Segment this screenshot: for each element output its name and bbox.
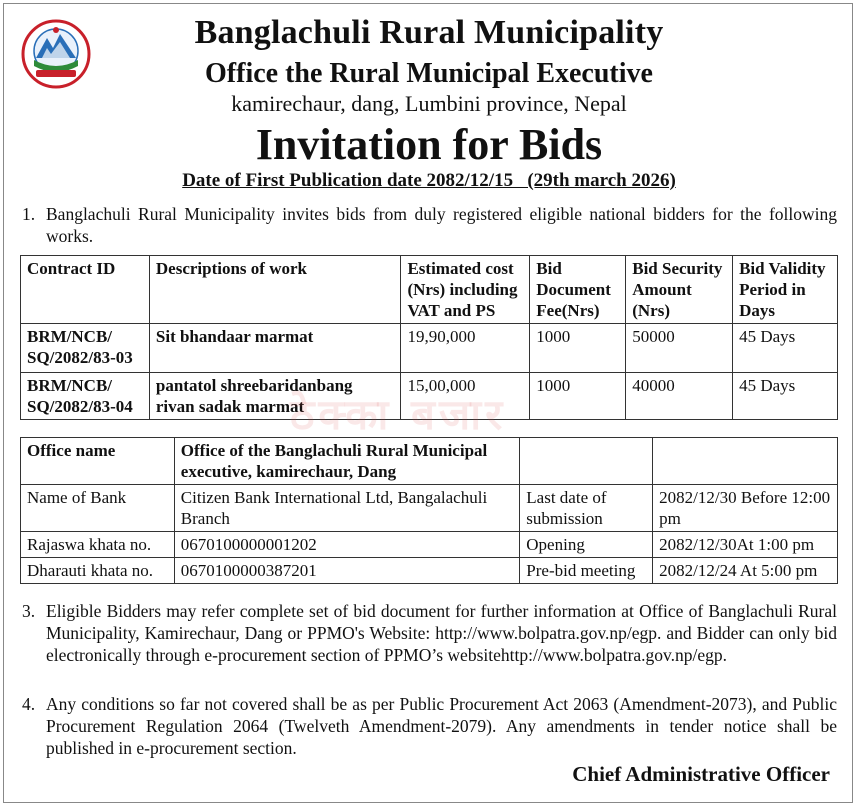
watermark-logo: ठेक्का बजार bbox=[290, 390, 507, 439]
estimated-cost-cell: 19,90,000 bbox=[401, 324, 530, 373]
value-cell: 2082/12/30 Before 12:00 pm bbox=[653, 485, 838, 532]
publication-date-text: Date of First Publication date 2082/12/15 (29th march 2026) bbox=[182, 170, 676, 191]
header-cell: Descriptions of work bbox=[149, 256, 401, 324]
value-cell: Office of the Banglachuli Rural Municipal executive, kamirechaur, Dang bbox=[174, 438, 520, 485]
work-description-cell: pantatol shreebaridanbang rivan sadak marmat bbox=[149, 373, 401, 420]
office-title: Office the Rural Municipal Executive bbox=[205, 58, 653, 89]
header-cell: Bid Document Fee(Nrs) bbox=[530, 256, 626, 324]
address-line: kamirechaur, dang, Lumbini province, Nepal bbox=[231, 91, 627, 116]
value-cell: 2082/12/30At 1:00 pm bbox=[653, 532, 838, 558]
validity-cell: 45 Days bbox=[733, 373, 838, 420]
header-cell: Estimated cost (Nrs) including VAT and PS bbox=[401, 256, 530, 324]
value-cell bbox=[653, 438, 838, 485]
estimated-cost-cell: 15,00,000 bbox=[401, 373, 530, 420]
value-cell: 0670100000387201 bbox=[174, 558, 520, 584]
bid-security-cell: 50000 bbox=[626, 324, 733, 373]
table-row bbox=[21, 373, 838, 420]
paragraph-text: Banglachuli Rural Municipality invites bids from duly registered eligible national bidders for the following works. bbox=[46, 204, 837, 246]
table-row bbox=[21, 438, 838, 485]
header-cell: Contract ID bbox=[21, 256, 150, 324]
paragraph-number: 4. bbox=[22, 694, 36, 714]
label-cell: Last date of submission bbox=[520, 485, 653, 532]
document-fee-cell: 1000 bbox=[530, 373, 626, 420]
works-table bbox=[20, 255, 838, 420]
signature-title: Chief Administrative Officer bbox=[572, 762, 830, 786]
contract-id-cell: BRM/NCB/ SQ/2082/83-03 bbox=[21, 324, 150, 373]
paragraph-number: 3. bbox=[22, 601, 36, 621]
label-cell bbox=[520, 438, 653, 485]
header-cell: Bid Validity Period in Days bbox=[733, 256, 838, 324]
office-info-table bbox=[20, 437, 838, 584]
contract-id-cell: BRM/NCB/ SQ/2082/83-04 bbox=[21, 373, 150, 420]
label-cell: Opening bbox=[520, 532, 653, 558]
table-row bbox=[21, 532, 838, 558]
municipality-title: Banglachuli Rural Municipality bbox=[194, 14, 664, 51]
validity-cell: 45 Days bbox=[733, 324, 838, 373]
paragraph-3 bbox=[22, 600, 837, 666]
works-table-header-row bbox=[21, 256, 838, 324]
value-cell: 0670100000001202 bbox=[174, 532, 520, 558]
header-cell: Bid Security Amount (Nrs) bbox=[626, 256, 733, 324]
value-cell: 2082/12/24 At 5:00 pm bbox=[653, 558, 838, 584]
value-cell: Citizen Bank International Ltd, Bangalachuli Branch bbox=[174, 485, 520, 532]
label-cell: Office name bbox=[21, 438, 175, 485]
paragraph-1 bbox=[22, 203, 837, 247]
label-cell: Rajaswa khata no. bbox=[21, 532, 175, 558]
publication-date bbox=[0, 170, 858, 192]
paragraph-text: Any conditions so far not covered shall be as per Public Procurement Act 2063 (Amendment-2073), and Public Procurement Regulation 2064 (Twelveth Amendment-2079). Any amendments in tender notice shall be published in e-procurement section. bbox=[46, 694, 837, 758]
bid-security-cell: 40000 bbox=[626, 373, 733, 420]
work-description-cell: Sit bhandaar marmat bbox=[149, 324, 401, 373]
label-cell: Name of Bank bbox=[21, 485, 175, 532]
paragraph-text: Eligible Bidders may refer complete set of bid document for further information at Office of Banglachuli Rural Municipality, Kamirechaur, Dang or PPMO's Website: http://www.bolpatra.gov.np/egp. and Bidder can only bid electronically through e-procurement section of PPMO’s websitehttp://www.bolpatra.gov.np/egp. bbox=[46, 601, 837, 665]
notice-heading: Invitation for Bids bbox=[255, 120, 603, 169]
paragraph-4 bbox=[22, 693, 837, 759]
document-fee-cell: 1000 bbox=[530, 324, 626, 373]
paragraph-number: 1. bbox=[22, 204, 36, 224]
table-row bbox=[21, 485, 838, 532]
label-cell: Dharauti khata no. bbox=[21, 558, 175, 584]
table-row bbox=[21, 324, 838, 373]
label-cell: Pre-bid meeting bbox=[520, 558, 653, 584]
table-row bbox=[21, 558, 838, 584]
